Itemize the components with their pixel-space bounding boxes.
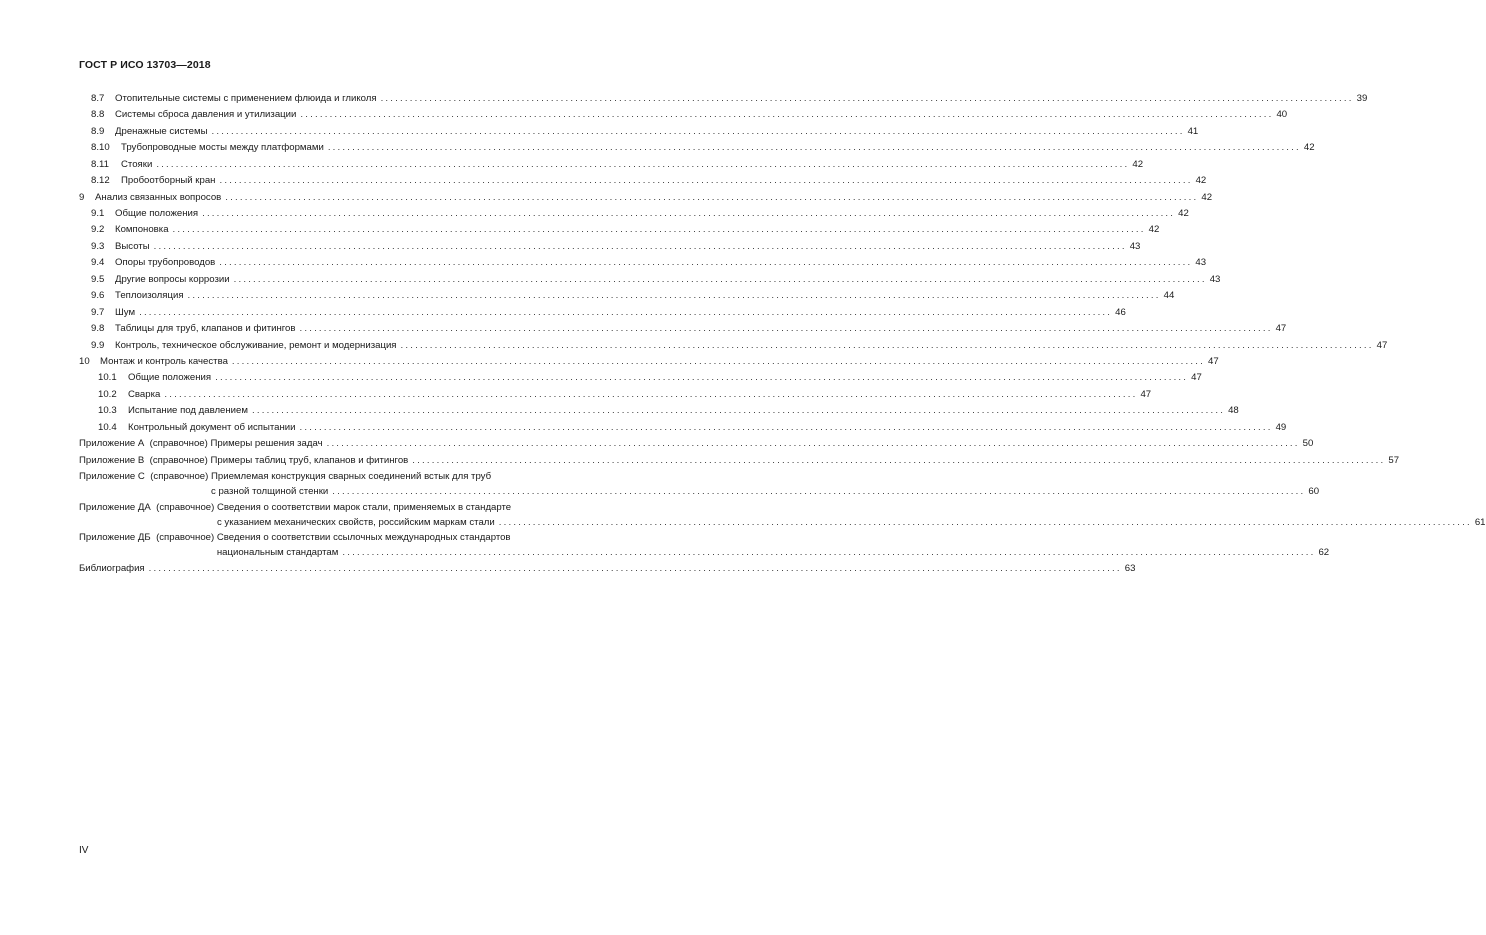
- toc-dot-leader: ........................................................................................................................................................................................................: [219, 175, 1193, 186]
- toc-entry-page: 60: [1308, 486, 1320, 497]
- toc-entry[interactable]: [91, 321, 1287, 335]
- toc-entry-number: 10.4: [98, 422, 117, 433]
- toc-entry-number: 10.3: [98, 405, 117, 416]
- toc-dot-leader: ........................................................................................................................................................................................................: [231, 356, 1205, 367]
- toc-entry[interactable]: [98, 420, 1287, 434]
- toc-entry-number: 9: [79, 192, 85, 203]
- toc-entry-title-continued: с указанием механических свойств, российским маркам стали: [216, 517, 495, 528]
- toc-dot-leader: ........................................................................................................................................................................................................: [300, 109, 1274, 120]
- toc-entry-page: 40: [1276, 109, 1288, 120]
- toc-entry-number: Приложение ДА: [79, 502, 151, 513]
- toc-dot-leader: ........................................................................................................................................................................................................: [299, 422, 1273, 433]
- toc-entry-title: (справочное) Сведения о соответствии марок стали, применяемых в стандарте: [150, 502, 512, 513]
- toc-entry-number: Библиография: [79, 563, 145, 574]
- toc-entry-title: Трубопроводные мосты между платформами: [121, 142, 324, 153]
- toc-dot-leader: ........................................................................................................................................................................................................: [233, 274, 1207, 285]
- toc-dot-leader: ........................................................................................................................................................................................................: [342, 547, 1316, 558]
- toc-dot-leader: ........................................................................................................................................................................................................: [400, 340, 1374, 351]
- toc-entry-page: 63: [1124, 563, 1136, 574]
- toc-entry-title: Испытание под давлением: [128, 405, 248, 416]
- toc-dot-leader: ........................................................................................................................................................................................................: [498, 517, 1472, 528]
- toc-entry-number: 9.7: [91, 307, 105, 318]
- toc-entry-title: Отопительные системы с применением флюида и гликоля: [115, 93, 377, 104]
- toc-entry[interactable]: [91, 157, 1144, 171]
- toc-entry-page: 62: [1318, 547, 1330, 558]
- toc-entry[interactable]: [91, 91, 1368, 105]
- toc-entry[interactable]: [91, 272, 1221, 286]
- toc-entry-page: 41: [1187, 126, 1199, 137]
- toc-entry-title: Стояки: [121, 159, 153, 170]
- toc-entry[interactable]: [91, 338, 1388, 352]
- toc-entry-title-continued: национальным стандартам: [216, 547, 339, 558]
- toc-dot-leader: ........................................................................................................................................................................................................: [211, 126, 1185, 137]
- toc-dot-leader: ........................................................................................................................................................................................................: [156, 159, 1130, 170]
- toc-entry-number: 9.4: [91, 257, 105, 268]
- toc-entry-title: Сварка: [128, 389, 161, 400]
- toc-dot-leader: ........................................................................................................................................................................................................: [172, 224, 1146, 235]
- toc-entry[interactable]: [79, 453, 1400, 467]
- toc-entry-title: Шум: [115, 307, 136, 318]
- toc-dot-leader: ........................................................................................................................................................................................................: [148, 563, 1122, 574]
- toc-dot-leader: ........................................................................................................................................................................................................: [380, 93, 1354, 104]
- toc-entry-title: Пробоотборный кран: [121, 175, 216, 186]
- toc-entry-number: 8.10: [91, 142, 110, 153]
- toc-entry-page: 47: [1208, 356, 1219, 367]
- toc-entry-page: 42: [1303, 142, 1315, 153]
- toc-entry-page: 42: [1201, 192, 1213, 203]
- toc-entry-number: 9.8: [91, 323, 105, 334]
- toc-entry-title: (справочное) Сведения о соответствии ссылочных международных стандартов: [150, 532, 511, 543]
- toc-entry-page: 42: [1148, 224, 1160, 235]
- toc-entry-number: Приложение В: [79, 455, 145, 466]
- toc-entry[interactable]: [79, 561, 1136, 575]
- toc-entry[interactable]: [98, 370, 1202, 384]
- toc-entry[interactable]: [79, 190, 1213, 204]
- toc-entry-page: 42: [1178, 208, 1189, 219]
- toc-entry[interactable]: [91, 305, 1126, 319]
- toc-entry-page: 46: [1115, 307, 1126, 318]
- toc-dot-leader: ........................................................................................................................................................................................................: [326, 438, 1300, 449]
- toc-entry-number: Приложение ДБ: [79, 532, 151, 543]
- toc-entry-page: 43: [1195, 257, 1207, 268]
- toc-entry-title: Таблицы для труб, клапанов и фитингов: [115, 323, 296, 334]
- toc-entry[interactable]: [79, 500, 614, 514]
- toc-entry-continuation[interactable]: [216, 515, 1486, 529]
- toc-entry-page: 47: [1191, 372, 1202, 383]
- toc-entry-title: (справочное) Примеры таблиц труб, клапанов и фитингов: [144, 455, 409, 466]
- toc-entry-title: Системы сброса давления и утилизации: [115, 109, 297, 120]
- toc-entry-page: 61: [1474, 517, 1486, 528]
- toc-entry-title: (справочное) Приемлемая конструкция сварных соединений встык для труб: [144, 471, 492, 482]
- toc-entry[interactable]: [98, 403, 1239, 417]
- toc-entry-title: Высоты: [115, 241, 150, 252]
- toc-entry[interactable]: [91, 124, 1199, 138]
- toc-entry[interactable]: [98, 387, 1152, 401]
- toc-entry-page: 44: [1163, 290, 1175, 301]
- toc-entry-page: 42: [1195, 175, 1207, 186]
- toc-entry-number: 10.2: [98, 389, 117, 400]
- toc-entry-number: 8.12: [91, 175, 110, 186]
- toc-entry[interactable]: [91, 255, 1207, 269]
- toc-dot-leader: ........................................................................................................................................................................................................: [225, 192, 1199, 203]
- toc-entry[interactable]: [79, 469, 614, 483]
- toc-entry-title: Дренажные системы: [115, 126, 208, 137]
- toc-entry-title: (справочное) Примеры решения задач: [144, 438, 323, 449]
- toc-entry-number: 10.1: [98, 372, 117, 383]
- toc-dot-leader: ........................................................................................................................................................................................................: [251, 405, 1226, 416]
- toc-entry-continuation[interactable]: [216, 545, 1330, 559]
- toc-entry[interactable]: [79, 436, 1314, 450]
- toc-entry[interactable]: [91, 288, 1175, 302]
- toc-entry-number: Приложение А: [79, 438, 145, 449]
- toc-entry-title: Контроль, техническое обслуживание, ремонт и модернизация: [115, 340, 397, 351]
- toc-entry-number: 10: [79, 356, 90, 367]
- toc-entry-title: Теплоизоляция: [115, 290, 184, 301]
- toc-entry-title: Компоновка: [115, 224, 169, 235]
- toc-dot-leader: ........................................................................................................................................................................................................: [139, 307, 1113, 318]
- toc-entry-page: 42: [1132, 159, 1144, 170]
- toc-entry-number: 8.7: [91, 93, 105, 104]
- toc-entry-page: 47: [1275, 323, 1287, 334]
- toc-entry-title: Общие положения: [115, 208, 199, 219]
- toc-entry-title: Опоры трубопроводов: [115, 257, 216, 268]
- toc-entry-page: 47: [1376, 340, 1388, 351]
- toc-entry-page: 57: [1388, 455, 1400, 466]
- toc-entry[interactable]: [91, 239, 1141, 253]
- toc-dot-leader: ........................................................................................................................................................................................................: [202, 208, 1176, 219]
- toc-entry-continuation[interactable]: [211, 484, 1320, 498]
- toc-entry-title: Контрольный документ об испытании: [128, 422, 296, 433]
- toc-entry[interactable]: [79, 354, 1219, 368]
- toc-entry-number: 9.9: [91, 340, 105, 351]
- toc-dot-leader: ........................................................................................................................................................................................................: [412, 455, 1386, 466]
- toc-entry[interactable]: [91, 107, 1288, 121]
- document-header: ГОСТ Р ИСО 13703—2018: [79, 59, 211, 71]
- toc-entry[interactable]: [91, 206, 1189, 220]
- toc-entry-number: 9.6: [91, 290, 105, 301]
- toc-entry-page: 39: [1356, 93, 1368, 104]
- toc-entry[interactable]: [79, 530, 614, 544]
- toc-dot-leader: ........................................................................................................................................................................................................: [219, 257, 1193, 268]
- toc-entry-number: 8.11: [91, 159, 109, 170]
- toc-dot-leader: ........................................................................................................................................................................................................: [327, 142, 1301, 153]
- toc-entry-page: 43: [1209, 274, 1221, 285]
- toc-dot-leader: ........................................................................................................................................................................................................: [187, 290, 1161, 301]
- toc-entry-number: 9.3: [91, 241, 105, 252]
- toc-dot-leader: ........................................................................................................................................................................................................: [164, 389, 1138, 400]
- toc-dot-leader: ........................................................................................................................................................................................................: [215, 372, 1189, 383]
- toc-entry[interactable]: [91, 140, 1315, 154]
- toc-entry-number: 8.8: [91, 109, 105, 120]
- toc-entry-page: 49: [1275, 422, 1287, 433]
- toc-entry-title: Общие положения: [128, 372, 212, 383]
- toc-dot-leader: ........................................................................................................................................................................................................: [332, 486, 1306, 497]
- toc-dot-leader: ........................................................................................................................................................................................................: [153, 241, 1127, 252]
- toc-entry-number: 9.2: [91, 224, 105, 235]
- toc-entry-title: Анализ связанных вопросов: [95, 192, 222, 203]
- toc-entry-page: 43: [1129, 241, 1141, 252]
- page-number: IV: [79, 845, 89, 856]
- toc-entry-title: Другие вопросы коррозии: [115, 274, 230, 285]
- toc-entry-number: Приложение С: [79, 471, 145, 482]
- toc-entry-title-continued: с разной толщиной стенки: [211, 486, 329, 497]
- toc-entry-page: 47: [1140, 389, 1152, 400]
- toc-entry-page: 50: [1302, 438, 1314, 449]
- toc-entry-title: Монтаж и контроль качества: [100, 356, 228, 367]
- toc-entry-page: 48: [1228, 405, 1239, 416]
- toc-entry[interactable]: [91, 222, 1160, 236]
- toc-entry-number: 8.9: [91, 126, 105, 137]
- toc-entry[interactable]: [91, 173, 1207, 187]
- toc-dot-leader: ........................................................................................................................................................................................................: [299, 323, 1273, 334]
- toc-entry-number: 9.5: [91, 274, 105, 285]
- toc-entry-number: 9.1: [91, 208, 105, 219]
